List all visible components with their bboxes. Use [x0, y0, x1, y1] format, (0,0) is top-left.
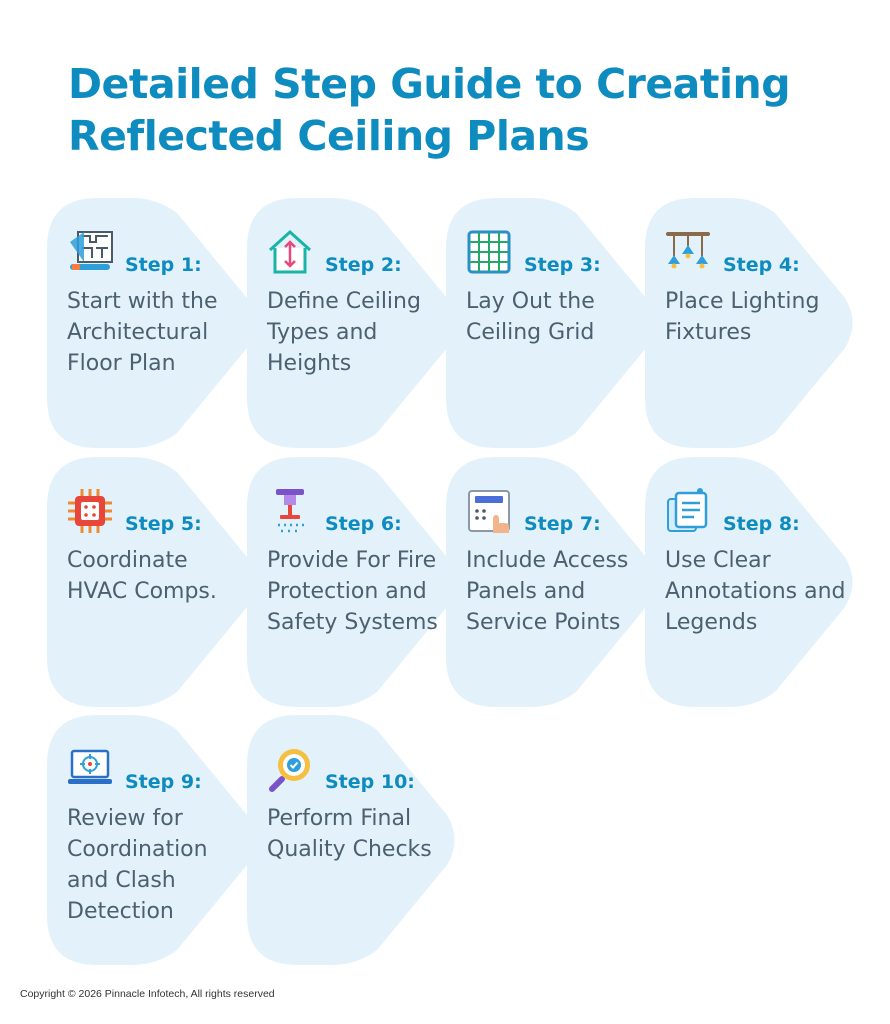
- step-description: Place Lighting Fixtures: [665, 289, 820, 345]
- step-label: Step 3:: [524, 254, 601, 276]
- step-description: Perform Final Quality Checks: [267, 806, 432, 862]
- house-height-icon: [266, 228, 314, 276]
- step-description: Lay Out the Ceiling Grid: [466, 289, 595, 345]
- sprinkler-icon: [266, 487, 314, 535]
- floor-plan-icon: [66, 228, 114, 276]
- step-card-4: [645, 198, 860, 448]
- notes-icon: [664, 487, 712, 535]
- step-card-10: [247, 715, 462, 965]
- step-label: Step 1:: [125, 254, 202, 276]
- grid-icon: [465, 228, 513, 276]
- hvac-chip-icon: [66, 487, 114, 535]
- step-label: Step 9:: [125, 771, 202, 793]
- step-card-6: [247, 457, 462, 707]
- access-panel-icon: [465, 487, 513, 535]
- step-card-8: [645, 457, 860, 707]
- step-description: Coordinate HVAC Comps.: [67, 548, 217, 604]
- step-label: Step 5:: [125, 513, 202, 535]
- step-card-7: [446, 457, 661, 707]
- step-label: Step 8:: [723, 513, 800, 535]
- step-label: Step 10:: [325, 771, 415, 793]
- step-card-2: [247, 198, 462, 448]
- copyright-notice: Copyright © 2026 Pinnacle Infotech, All rights reserved: [20, 988, 275, 1000]
- step-label: Step 6:: [325, 513, 402, 535]
- step-label: Step 7:: [524, 513, 601, 535]
- step-description: Start with the Architectural Floor Plan: [67, 289, 218, 376]
- step-description: Include Access Panels and Service Points: [466, 548, 629, 635]
- laptop-target-icon: [66, 745, 114, 793]
- step-card-1: [47, 198, 262, 448]
- step-card-3: [446, 198, 661, 448]
- step-description: Use Clear Annotations and Legends: [665, 548, 846, 635]
- step-description: Review for Coordination and Clash Detection: [67, 806, 208, 924]
- page-title: Detailed Step Guide to Creating Reflected Ceiling Plans: [68, 60, 791, 160]
- step-label: Step 2:: [325, 254, 402, 276]
- step-card-9: [47, 715, 262, 965]
- step-description: Provide For Fire Protection and Safety Systems: [267, 548, 438, 635]
- step-card-5: [47, 457, 262, 707]
- step-description: Define Ceiling Types and Heights: [267, 289, 421, 376]
- magnifier-check-icon: [266, 745, 314, 793]
- pendant-lights-icon: [664, 228, 712, 276]
- step-label: Step 4:: [723, 254, 800, 276]
